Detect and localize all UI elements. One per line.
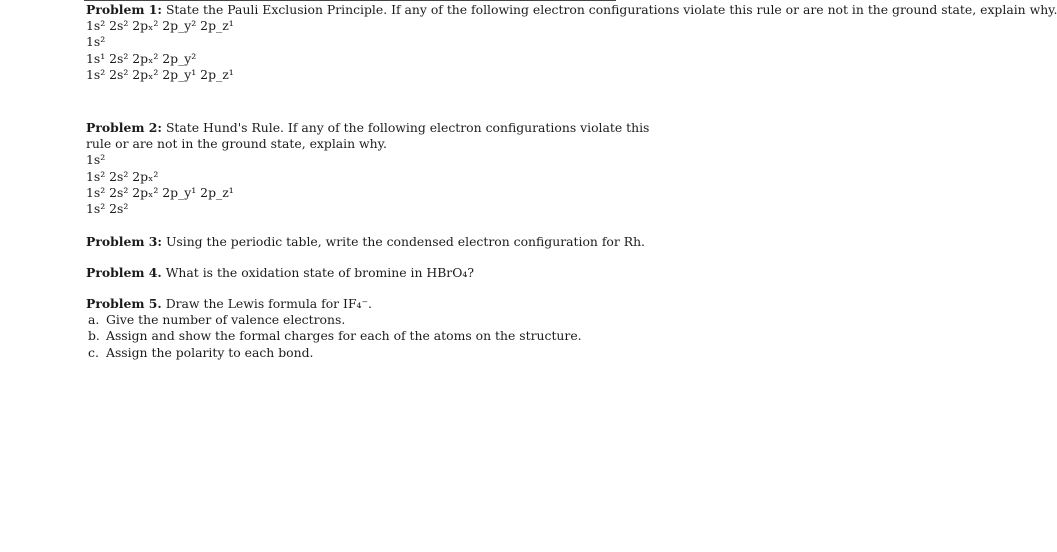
list-item <box>86 312 666 328</box>
problem-2-config-2 <box>86 169 666 185</box>
problem-2-config-4 <box>86 201 666 217</box>
problem-4-label: Problem 4. <box>86 265 162 280</box>
item-text: Give the number of valence electrons. <box>106 312 346 328</box>
problem-1 <box>86 2 1057 83</box>
item-marker: a. <box>88 312 100 328</box>
problem-4-text: What is the oxidation state of bromine in <box>165 265 423 280</box>
problem-1-text: State the Pauli Exclusion Principle. If any of the following electron configurations violate this rule or are not in the ground state, explain why. <box>165 2 1057 17</box>
problem-5-subparts <box>86 312 666 361</box>
problem-3-label: Problem 3: <box>86 234 162 249</box>
problem-1-config-2 <box>86 34 666 50</box>
problem-5 <box>86 296 666 361</box>
problem-2-label: Problem 2: <box>86 120 162 135</box>
problem-5-label: Problem 5. <box>86 296 162 311</box>
item-marker: b. <box>88 328 100 344</box>
problem-2 <box>86 120 666 217</box>
problem-3 <box>86 234 666 250</box>
config-text: 1s² <box>86 34 106 50</box>
problem-1-label: Problem 1: <box>86 2 162 17</box>
hbro4-formula: HBrO₄? <box>426 265 474 280</box>
problem-3-text: Using the periodic table, write the condensed electron configuration for Rh. <box>165 234 645 249</box>
config-text: 1s² 2s² <box>86 201 129 217</box>
item-text: Assign and show the formal charges for each of the atoms on the structure. <box>106 328 582 344</box>
config-text: 1s² 2s² 2pₓ² <box>86 168 159 184</box>
config-text: 1s² 2s² 2pₓ² 2p_y² 2p_z¹ <box>86 18 234 34</box>
problem-4 <box>86 265 666 281</box>
problem-1-config-1 <box>86 18 666 34</box>
config-text: 1s¹ 2s² 2pₓ² 2p_y² <box>86 50 197 66</box>
problem-1-config-3 <box>86 51 666 67</box>
config-text: 1s² 2s² 2pₓ² 2p_y¹ 2p_z¹ <box>86 66 234 82</box>
problem-2-config-1 <box>86 152 666 168</box>
config-text: 1s² 2s² 2pₓ² 2p_y¹ 2p_z¹ <box>86 184 234 200</box>
if4-formula: IF₄⁻. <box>343 296 372 311</box>
config-text: 1s² <box>86 152 106 168</box>
top-divider <box>84 0 616 1</box>
problem-5-text: Draw the Lewis formula for <box>165 296 340 311</box>
problem-2-text: State Hund's Rule. If any of the following electron configurations violate this rule or are not in the ground state, explain why. <box>86 120 650 152</box>
problem-1-config-4 <box>86 67 666 83</box>
list-item <box>86 345 666 361</box>
item-text: Assign the polarity to each bond. <box>106 344 314 360</box>
problem-2-config-3 <box>86 185 666 201</box>
list-item <box>86 328 666 344</box>
item-marker: c. <box>88 344 99 360</box>
